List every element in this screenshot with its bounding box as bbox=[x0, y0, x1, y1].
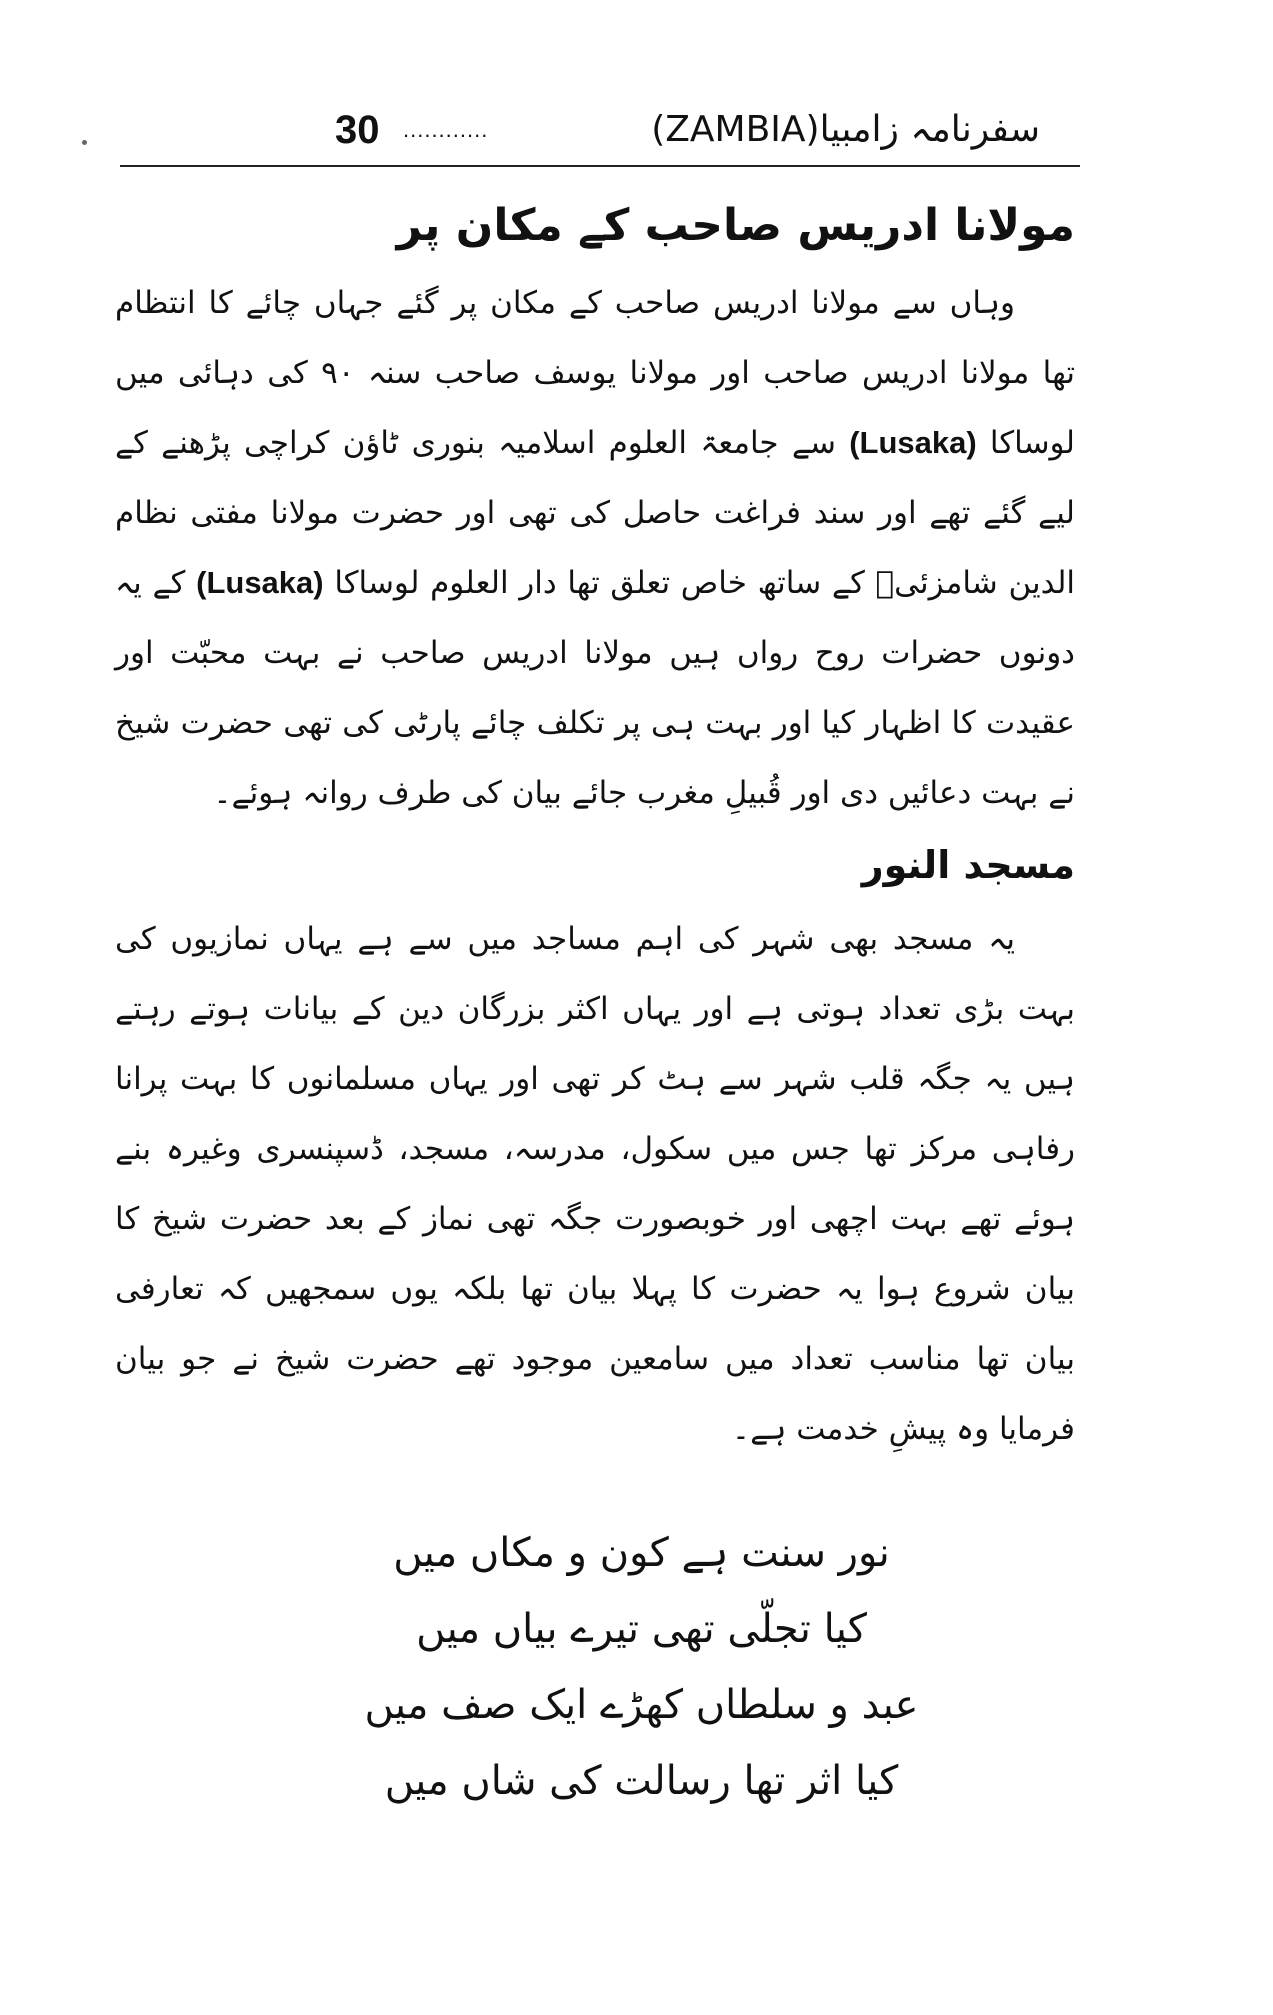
page-number: 30 bbox=[335, 108, 380, 152]
poem-line: کیا تجلّی تھی تیرے بیاں میں bbox=[416, 1606, 867, 1652]
lusaka-label-2: (Lusaka) bbox=[196, 565, 324, 600]
scan-speck bbox=[82, 140, 87, 145]
running-header bbox=[120, 105, 1080, 165]
section-heading-masjid-al-noor: مسجد النور bbox=[861, 843, 1075, 887]
book-title: سفرنامہ زامبیا(ZAMBIA) bbox=[651, 109, 1040, 150]
paragraph-text-3: کے یہ دونوں حضرات روح رواں ہیں مولانا ادریس صاحب نے بہت محبّت اور عقیدت کا اظہار کیا اور بہت ہی پر تکلف چائے پارٹی کی تھی حضرت شیخ نے بہت دعائیں دی اور قُبیلِ مغرب جائے بیان کی طرف روانہ ہوئے۔ bbox=[115, 565, 1075, 811]
main-text bbox=[115, 190, 1075, 1464]
section-heading-maulana-idrees: مولانا ادریس صاحب کے مکان پر bbox=[396, 200, 1075, 251]
lusaka-label-1: (Lusaka) bbox=[849, 425, 977, 460]
poem bbox=[0, 1515, 1273, 1819]
leader-dots: ............ bbox=[403, 117, 489, 142]
paragraph-text-1: وہاں سے مولانا ادریس صاحب کے مکان پر گئے جہاں چائے کا انتظام تھا مولانا ادریس صاحب اور مولانا یوسف صاحب سنہ ۹۰ کی دہائی میں لوساکا bbox=[115, 285, 1076, 461]
poem-line: نور سنت ہے کون و مکاں میں bbox=[393, 1530, 890, 1576]
poem-line: عبد و سلطاں کھڑے ایک صف میں bbox=[364, 1682, 919, 1728]
paragraph-masjid-al-noor bbox=[115, 904, 1075, 1464]
header-rule bbox=[120, 165, 1080, 167]
paragraph-maulana-idrees bbox=[115, 268, 1075, 828]
paragraph-text-2: سے جامعۃ العلوم اسلامیہ بنوری ٹاؤن کراچی پڑھنے کے لیے گئے تھے اور سند فراغت حاصل کی تھی اور حضرت مولانا مفتی نظام الدین شامزئیؒ کے ساتھ خاص تعلق تھا دار العلوم لوساکا bbox=[115, 425, 1075, 601]
paragraph-text-4: یہ مسجد بھی شہر کی اہم مساجد میں سے ہے یہاں نمازیوں کی بہت بڑی تعداد ہوتی ہے اور یہاں اکثر بزرگان دین کے بیانات ہوتے رہتے ہیں یہ جگہ قلب شہر سے ہٹ کر تھی اور یہاں مسلمانوں کا بہت پرانا رفاہی مرکز تھا جس میں سکول، مدرسہ، مسجد، ڈسپنسری وغیرہ بنے ہوئے تھے بہت اچھی اور خوبصورت جگہ تھی نماز کے بعد حضرت شیخ کا بیان شروع ہوا یہ حضرت کا پہلا بیان تھا بلکہ یوں سمجھیں کہ تعارفی بیان تھا مناسب تعداد میں سامعین موجود تھے حضرت شیخ نے جو بیان فرمایا وہ پیشِ خدمت ہے۔ bbox=[115, 921, 1075, 1447]
poem-line: کیا اثر تھا رسالت کی شاں میں bbox=[384, 1758, 899, 1804]
